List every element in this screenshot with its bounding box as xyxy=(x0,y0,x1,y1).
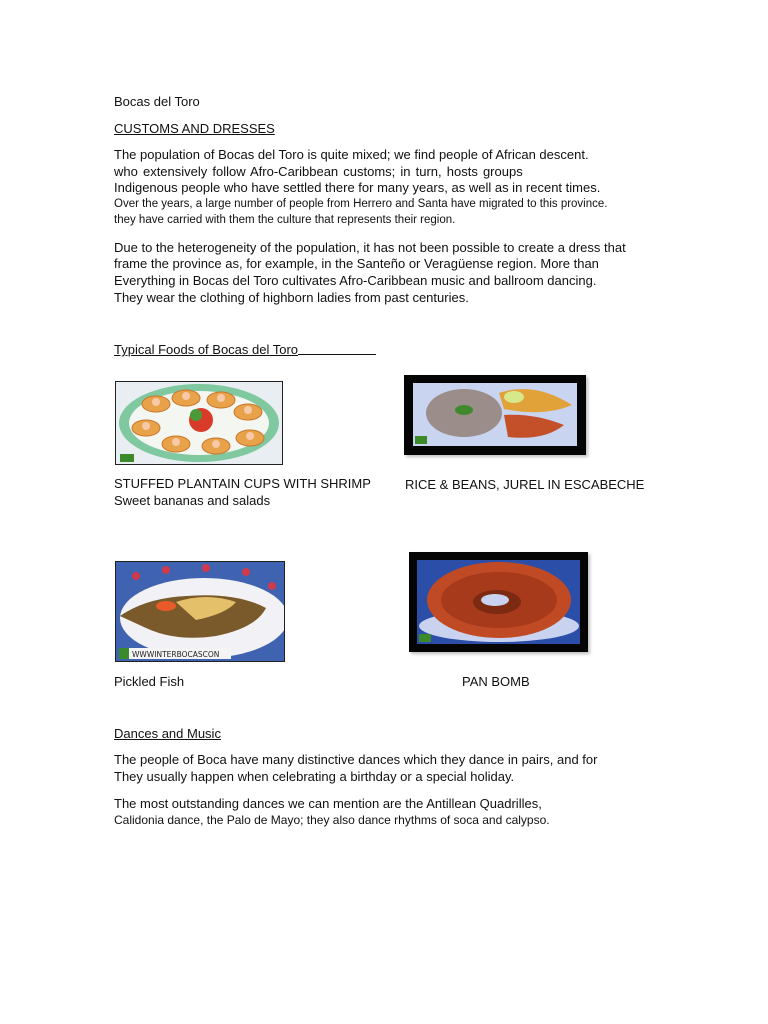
document-title: Bocas del Toro xyxy=(114,94,200,109)
dances-line-1: The people of Boca have many distinctive dances which they dance in pairs, and for xyxy=(114,752,598,767)
dress-line-3: Everything in Bocas del Toro cultivates Afro-Caribbean music and ballroom dancing. xyxy=(114,273,597,288)
pan-bomb-caption: PAN BOMB xyxy=(462,674,530,689)
dances-line-2: They usually happen when celebrating a birthday or a special holiday. xyxy=(114,769,515,784)
dances-line-4: Calidonia dance, the Palo de Mayo; they also dance rhythms of soca and calypso. xyxy=(114,813,550,827)
dress-line-4: They wear the clothing of highborn ladies from past centuries. xyxy=(114,290,469,305)
dances-line-3: The most outstanding dances we can mention are the Antillean Quadrilles, xyxy=(114,796,542,811)
foods-heading: Typical Foods of Bocas del Toro xyxy=(114,342,382,358)
rice-beans-photo xyxy=(404,375,586,455)
customs-small-line-1: Over the years, a large number of people from Herrero and Santa have migrated to this province. xyxy=(114,198,608,210)
dress-line-2: frame the province as, for example, in the Santeño or Veragüense region. More than xyxy=(114,256,599,271)
pickled-fish-caption: Pickled Fish xyxy=(114,674,185,689)
pan-bomb-photo xyxy=(409,552,588,652)
customs-line-2: who extensively follow Afro-Caribbean customs; in turn, hosts groups xyxy=(114,164,523,179)
customs-line-1: The population of Bocas del Toro is quite mixed; we find people of African descent. xyxy=(114,147,589,162)
plantain-cups-caption: STUFFED PLANTAIN CUPS WITH SHRIMP xyxy=(114,476,371,491)
customs-small-line-2: they have carried with them the culture that represents their region. xyxy=(114,214,456,226)
dances-heading: Dances and Music xyxy=(114,726,221,741)
fish-watermark: WWWINTERBOCASCON xyxy=(132,650,220,659)
plantain-cups-photo xyxy=(115,381,283,465)
plantain-cups-subcaption: Sweet bananas and salads xyxy=(114,493,271,508)
dress-line-1: Due to the heterogeneity of the population, it has not been possible to create a dress that xyxy=(114,240,626,255)
rice-beans-caption: RICE & BEANS, JUREL IN ESCABECHE xyxy=(405,477,645,492)
customs-line-3: Indigenous people who have settled there for many years, as well as in recent times. xyxy=(114,180,601,195)
customs-heading: CUSTOMS AND DRESSES xyxy=(114,121,275,136)
pickled-fish-photo xyxy=(115,561,285,662)
